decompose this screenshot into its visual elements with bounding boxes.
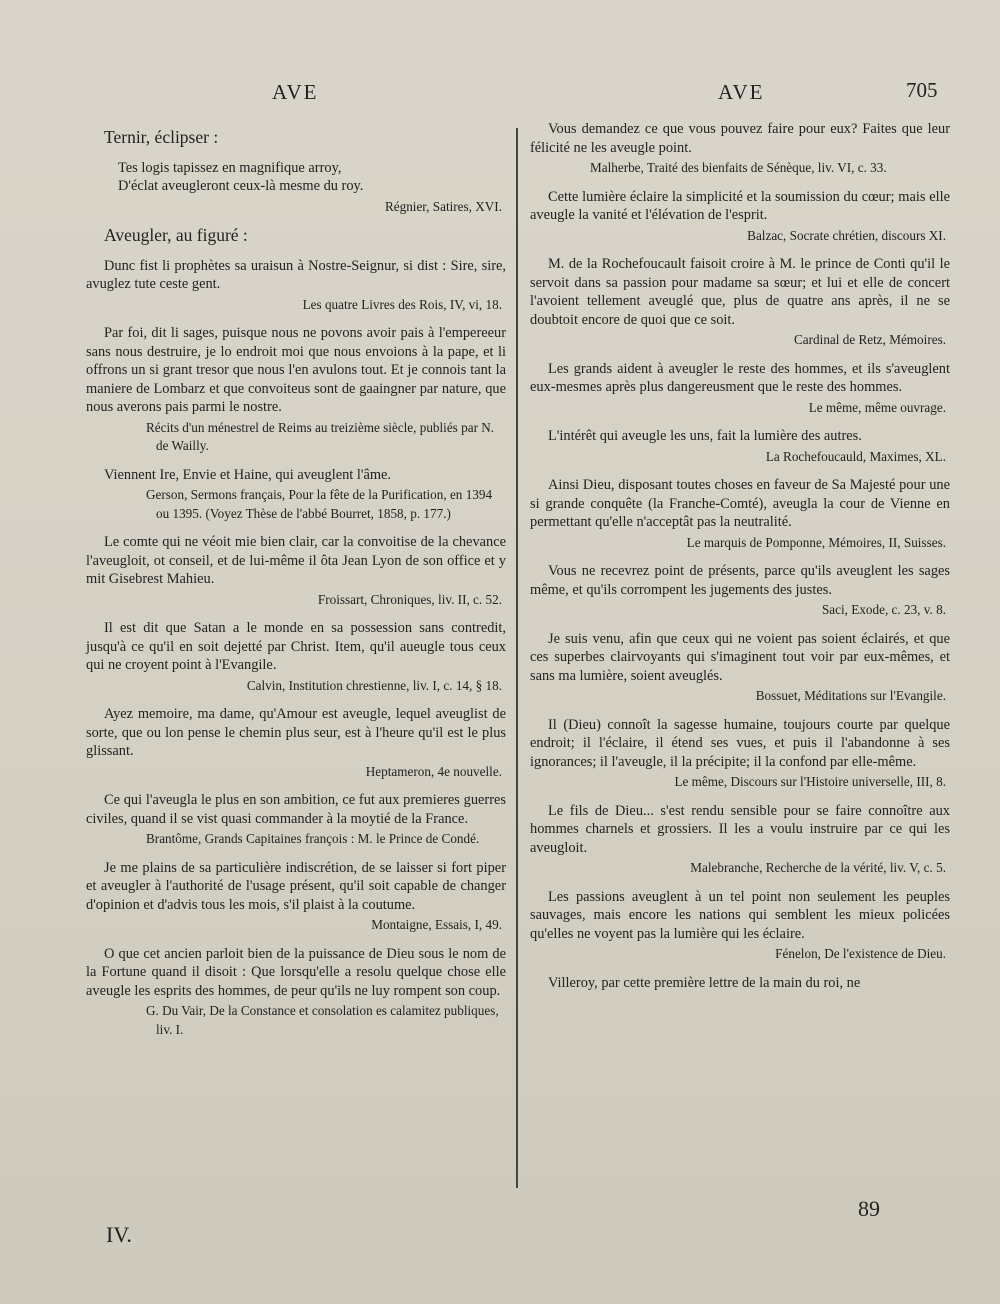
verse-line: Tes logis tapissez en magnifique arroy, (118, 159, 342, 176)
left-column (86, 120, 506, 1049)
quotation: Par foi, dit li sages, puisque nous ne povons avoir pais à l'empereeur sans nous destruire, je lo endroit moi que nous envoions à la pape, et li offrons un si grant tresor que nous l'en avulons tout. Et je connois tant la maniere de Lombarz et que convoiteus sont de gaaingner par nature, que nous averons pais parmi le nostre. (86, 325, 506, 415)
quotation: Je suis venu, afin que ceux qui ne voient pas soient éclairés, et que ces superbes clairvoyants qui s'imaginent tout voir par eux-mêmes, et sans ma lumière, soient aveuglés. (530, 630, 950, 684)
quotation: Villeroy, par cette première lettre de la main du roi, ne (548, 974, 861, 991)
quotation-block (530, 120, 950, 178)
quotation-block (530, 476, 950, 552)
quotation-block (86, 705, 506, 781)
citation-source: G. Du Vair, De la Constance et consolation es calamitez publiques, liv. I. (146, 1003, 499, 1037)
quotation: Il est dit que Satan a le monde en sa possession sans contredit, jusqu'à ce qu'il en soit dejetté par Christ. Item, qu'il aueugle tous ceux qui ne croyent point à l'Evangile. (86, 620, 506, 673)
quotation: Je me plains de sa particulière indiscrétion, de se laisser si fort piper et aveugler à l'authorité de l'usage présent, qu'il soit capable de changer d'opinion et d'advis tous les mois, s'il plaist à la coutume. (86, 859, 506, 913)
citation-source: Heptameron, 4e nouvelle. (365, 763, 502, 779)
quotation: Le fils de Dieu... s'est rendu sensible pour se faire connoître aux hommes charnels et grossiers. Il les a voulu instruire par ce qui les aveugloit. (530, 802, 950, 856)
citation-source: Le même, même ouvrage. (808, 399, 946, 415)
citation-source: Brantôme, Grands Capitaines françois : M. le Prince de Condé. (146, 831, 480, 846)
page-number: 705 (906, 78, 938, 102)
quotation-block (530, 562, 950, 620)
quotation: M. de la Rochefoucault faisoit croire à M. le prince de Conti qu'il le servoit dans sa passion pour madame sa sœur; et lui et elle de concert l'avoient tellement aveuglé que, plus de quatre ans après, il ne se doubtoit encore de quoi que ce soit. (530, 256, 950, 328)
section-heading: Aveugler, au figuré : (104, 225, 248, 245)
quotation-block (86, 619, 506, 695)
quotation-block (530, 802, 950, 878)
citation-source: Le même, Discours sur l'Histoire universelle, III, 8. (674, 774, 946, 789)
quotation-block (86, 859, 506, 935)
quotation-block (86, 945, 506, 1040)
quotation-block (530, 360, 950, 418)
quotation-block (86, 466, 506, 524)
column-divider (516, 128, 518, 1188)
right-column (530, 120, 950, 998)
quotation: L'intérêt qui aveugle les uns, fait la lumière des autres. (548, 428, 862, 444)
quotation-block (530, 888, 950, 964)
citation-source: Froissart, Chroniques, liv. II, c. 52. (317, 591, 502, 607)
quotation: Les grands aident à aveugler le reste des hommes, et ils s'aveuglent eux-mesmes après plus dangereusment que le reste des hommes. (530, 360, 950, 395)
quotation-block (530, 630, 950, 706)
quotation: Dunc fist li prophètes sa uraisun à Nostre-Seignur, si dist : Sire, sire, avuglez tute ceste gent. (86, 257, 506, 292)
running-head-left: AVE (272, 80, 319, 104)
quotation-block (86, 324, 506, 456)
quotation: Viennent Ire, Envie et Haine, qui aveuglent l'âme. (104, 466, 392, 483)
citation-source: Cardinal de Retz, Mémoires. (794, 332, 946, 347)
signature-mark-right: 89 (858, 1196, 880, 1221)
quotation-block (530, 188, 950, 246)
quotation: Ainsi Dieu, disposant toutes choses en faveur de Sa Majesté pour une si grande conquête (la Franche-Comté), aveugla la cour de Vienne en permettant qu'elle n'acceptât pas la neutralité. (530, 477, 950, 530)
quotation: O que cet ancien parloit bien de la puissance de Dieu sous le nom de la Fortune quand il disoit : Que lorsqu'elle a resolu quelque chose elle aveugle les esprits des hommes, de peur qu'ils ne luy rompent son coup. (86, 945, 506, 999)
citation-source: Balzac, Socrate chrétien, discours XI. (747, 227, 946, 243)
citation-source: Fénelon, De l'existence de Dieu. (775, 946, 946, 961)
quotation: Vous demandez ce que vous pouvez faire pour eux? Faites que leur félicité ne les aveugle point. (530, 121, 950, 156)
section-heading: Ternir, éclipser : (104, 127, 219, 147)
citation-source: Le marquis de Pomponne, Mémoires, II, Suisses. (686, 534, 946, 550)
citation-source: Régnier, Satires, XVI. (384, 198, 502, 214)
quotation-block (86, 791, 506, 849)
signature-mark-left: IV. (106, 1222, 132, 1247)
quotation: Il (Dieu) connoît la sagesse humaine, toujours courte par quelque endroit; il l'éclaire, il étend ses vues, et puis il l'abandonne à ses ignorances; il l'aveugle, il la précipite; il la confond par elle-même. (530, 716, 950, 770)
quotation-block (86, 533, 506, 609)
citation-source: Gerson, Sermons français, Pour la fête de la Purification, en 1394 ou 1395. (Voyez Thèse de l'abbé Bourret, 1858, p. 177.) (146, 487, 493, 521)
citation-source: Malebranche, Recherche de la vérité, liv. V, c. 5. (690, 860, 946, 875)
quotation-block (86, 257, 506, 315)
citation-source: Calvin, Institution chrestienne, liv. I, c. 14, § 18. (246, 677, 502, 693)
quotation-block (530, 255, 950, 350)
quotation: Ayez memoire, ma dame, qu'Amour est aveugle, lequel aveuglist de sorte, que ou lon pense le chemin plus seur, est à l'heure qu'il est le plus glissant. (86, 706, 506, 759)
running-head-right: AVE (718, 80, 765, 104)
quotation-block (530, 716, 950, 792)
citation-source: Les quatre Livres des Rois, IV, vi, 18. (302, 296, 502, 312)
citation-source: Malherbe, Traité des bienfaits de Sénèque, liv. VI, c. 33. (590, 160, 887, 175)
quotation: Le comte qui ne véoit mie bien clair, car la convoitise de la chevance l'aveugloit, ot conseil, et de lui-même il ôta Jean Lyon de son office et y mit Gisebrest Mahieu. (86, 534, 506, 587)
quotation-block (530, 974, 950, 993)
quotation: Vous ne recevrez point de présents, parce qu'ils aveuglent les sages même, et qu'ils corrompent les jugements des justes. (530, 563, 950, 598)
citation-source: Montaigne, Essais, I, 49. (371, 917, 502, 932)
verse-line: D'éclat aveugleront ceux-là mesme du roy. (118, 178, 364, 194)
citation-source: Bossuet, Méditations sur l'Evangile. (755, 688, 946, 703)
quotation: Ce qui l'aveugla le plus en son ambition, ce fut aux premieres guerres civiles, quand il se vist quasi commander à la moytié de la France. (86, 792, 506, 827)
quotation: Cette lumière éclaire la simplicité et la soumission du cœur; mais elle aveugle la vanité et l'élévation de l'esprit. (530, 188, 950, 223)
citation-source: Saci, Exode, c. 23, v. 8. (821, 602, 946, 617)
citation-source: La Rochefoucauld, Maximes, XL. (765, 448, 946, 464)
citation-source: Récits d'un ménestrel de Reims au treizième siècle, publiés par N. de Wailly. (146, 419, 495, 453)
quotation: Les passions aveuglent à un tel point non seulement les peuples sauvages, mais encore les nations qui semblent les mieux policées qu'elles ne voyent pas la lumière qui les éclaire. (530, 888, 950, 942)
quotation-block (530, 427, 950, 466)
